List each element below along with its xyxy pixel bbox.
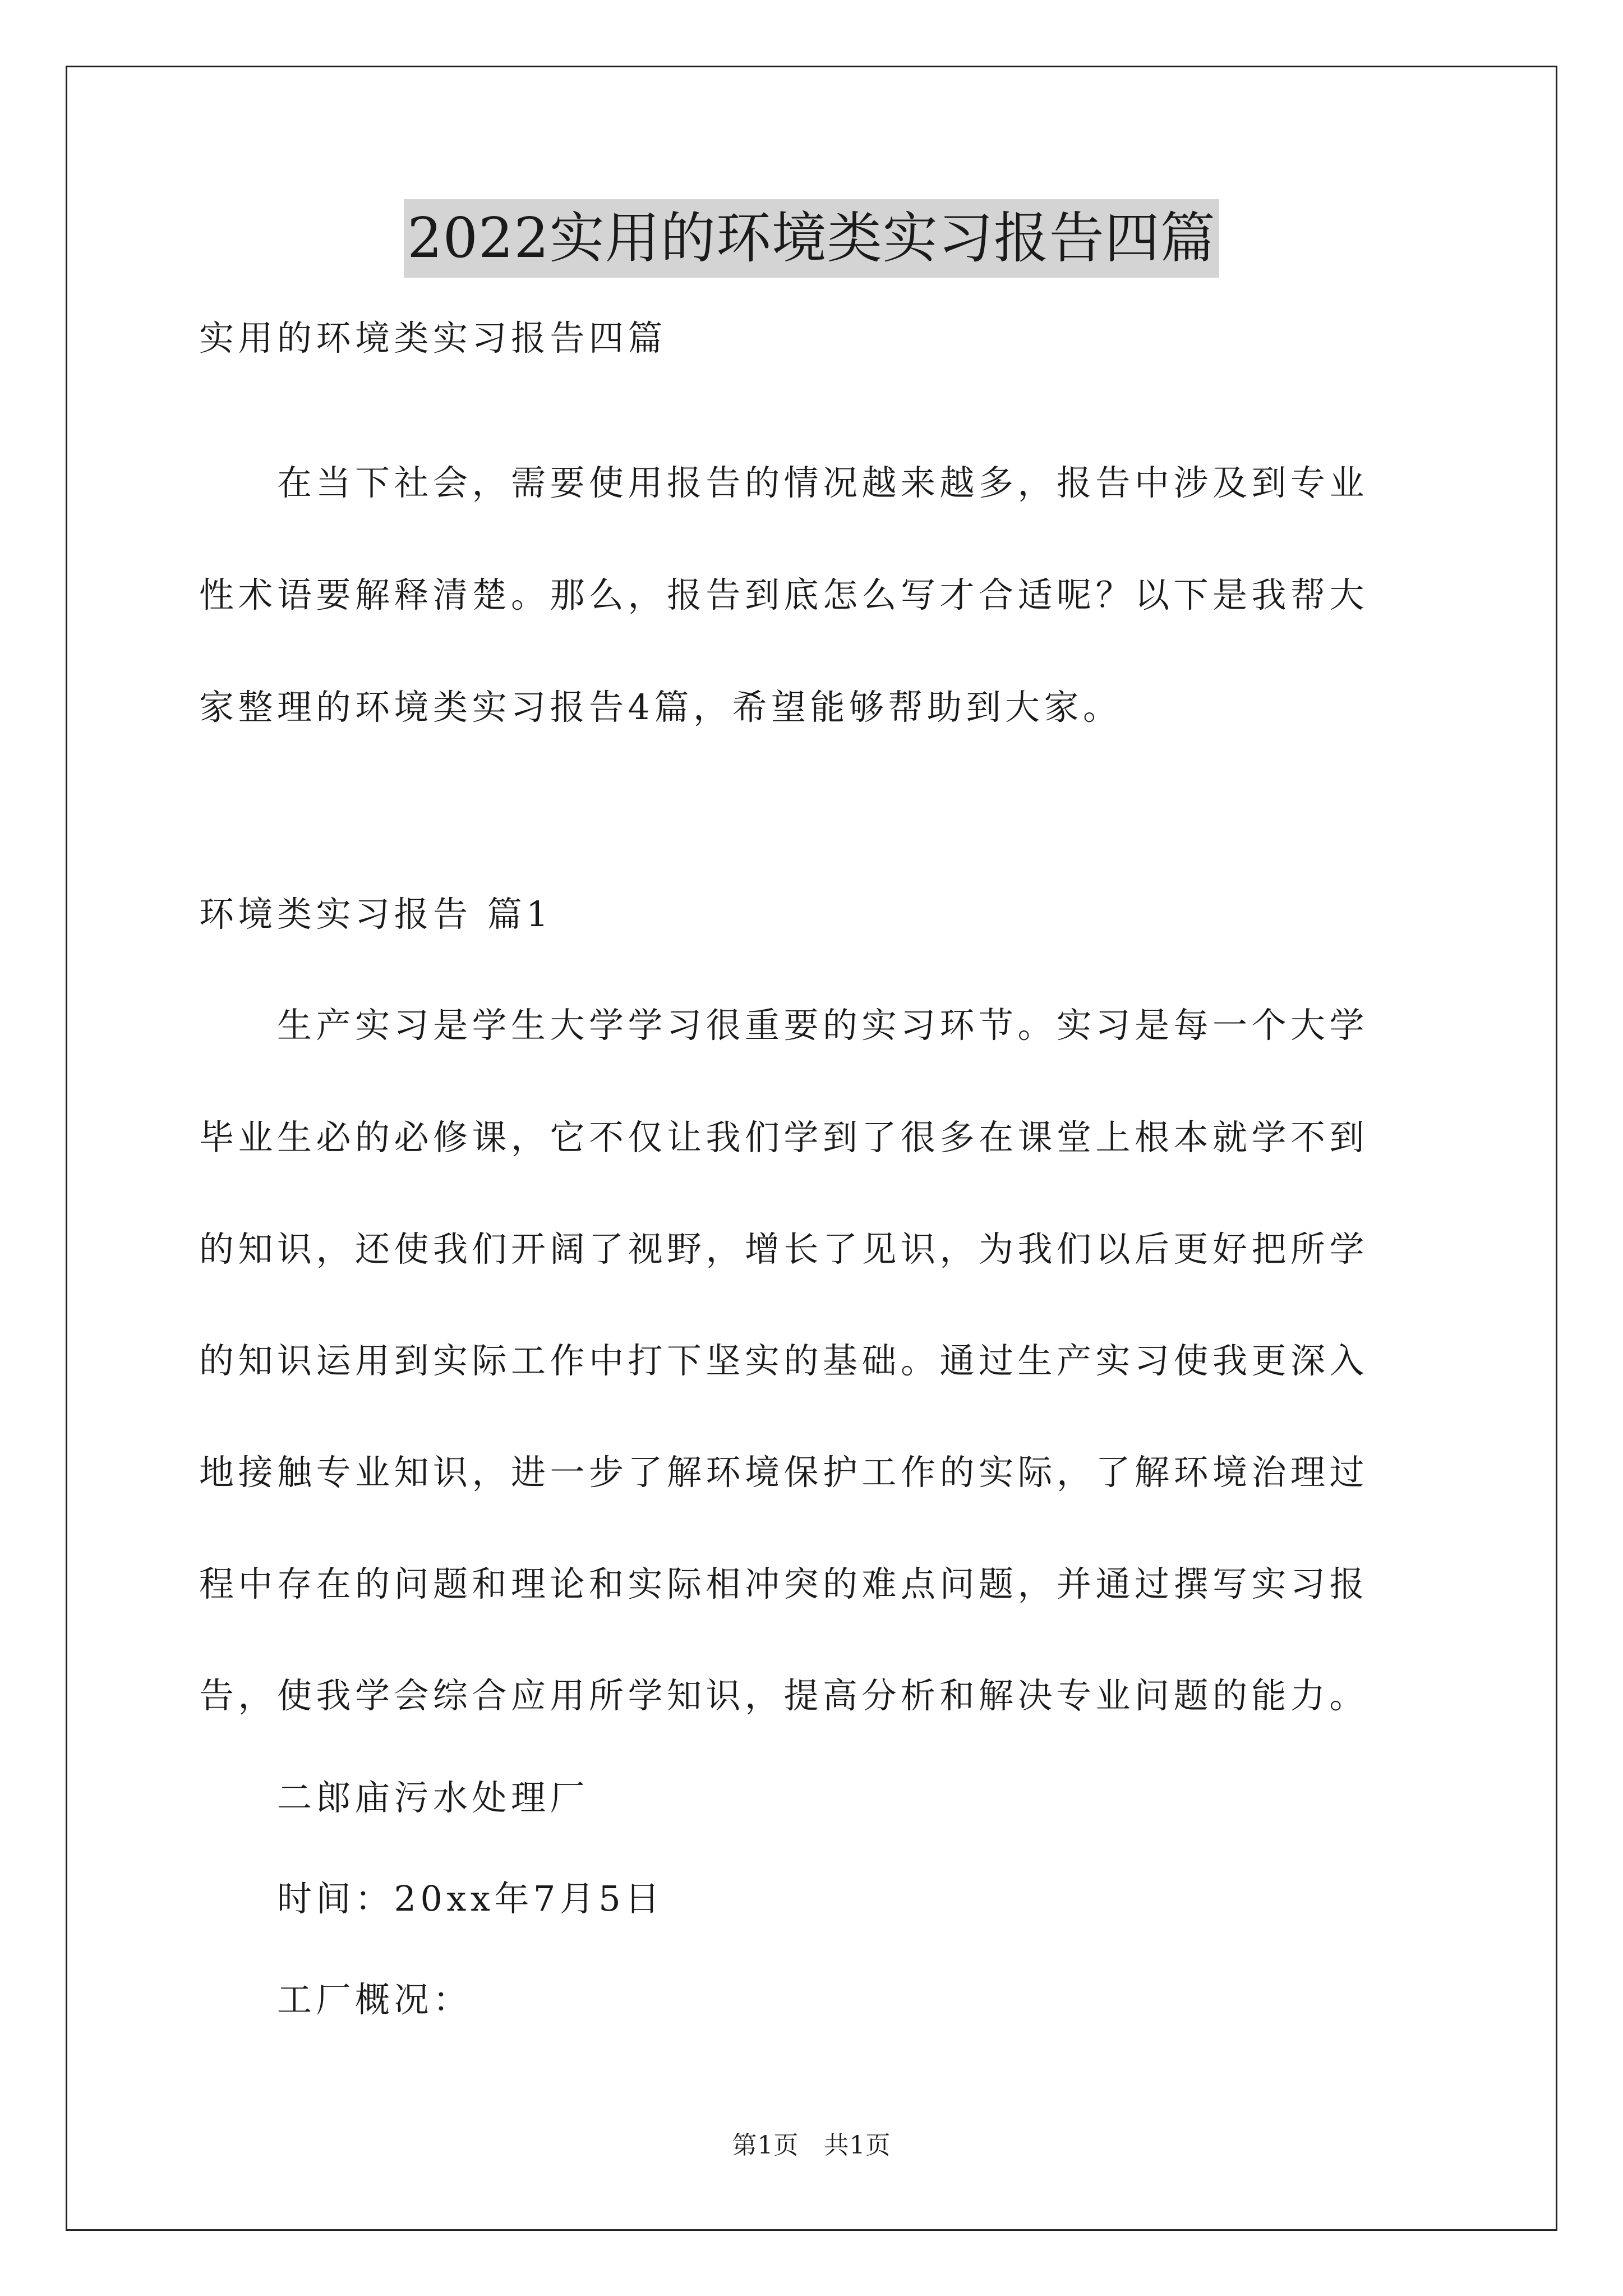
page-footer: 第1页 共1页 <box>732 2131 891 2160</box>
body-line-7: 告，使我学会综合应用所学知识，提高分析和解决专业问题的能力。 <box>199 1675 1369 1716</box>
body-line-3: 的知识，还使我们开阔了视野，增长了见识，为我们以后更好把所学 <box>199 1228 1369 1269</box>
intro-line-2: 性术语要解释清楚。那么，报告到底怎么写才合适呢？以下是我帮大 <box>199 574 1369 615</box>
section-heading: 环境类实习报告 篇1 <box>199 894 553 935</box>
intro-line-1: 在当下社会，需要使用报告的情况越来越多，报告中涉及到专业 <box>199 462 1369 503</box>
body-line-1: 生产实习是学生大学学习很重要的实习环节。实习是每一个大学 <box>199 1005 1369 1046</box>
plant-name: 二郎庙污水处理厂 <box>199 1777 589 1818</box>
subtitle: 实用的环境类实习报告四篇 <box>199 318 667 358</box>
body-line-2: 毕业生必的必修课，它不仅让我们学到了很多在课堂上根本就学不到 <box>199 1117 1369 1158</box>
overview-label: 工厂概况： <box>199 1979 472 2020</box>
document-title: 2022实用的环境类实习报告四篇 <box>404 199 1219 278</box>
body-line-4: 的知识运用到实际工作中打下坚实的基础。通过生产实习使我更深入 <box>199 1340 1369 1381</box>
intro-line-3: 家整理的环境类实习报告4篇，希望能够帮助到大家。 <box>199 687 1122 728</box>
body-line-5: 地接触专业知识，进一步了解环境保护工作的实际，了解环境治理过 <box>199 1452 1369 1493</box>
time-line: 时间：20xx年7月5日 <box>199 1878 664 1919</box>
body-line-6: 程中存在的问题和理论和实际相冲突的难点问题，并通过撰写实习报 <box>199 1563 1369 1604</box>
title-container <box>0 199 1623 278</box>
